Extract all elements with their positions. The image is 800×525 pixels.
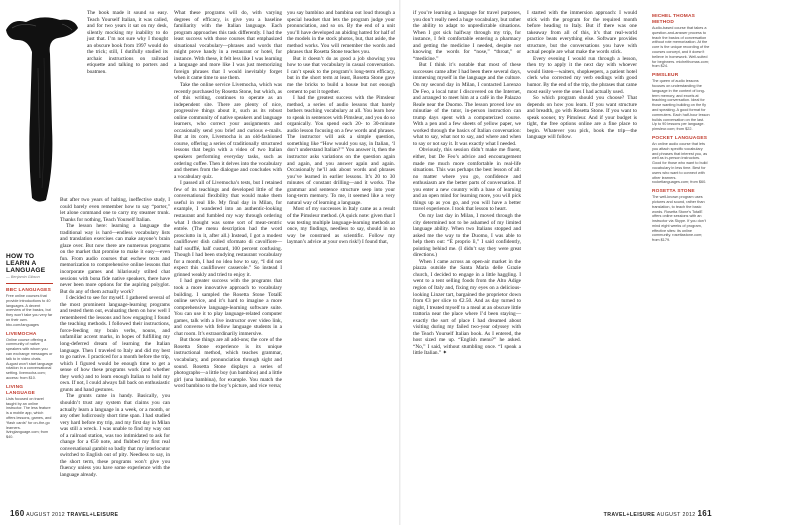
- sidebar-section: [652, 73, 710, 132]
- sidebar-section-text: The well-known program uses pictures and sound, rather than translation, to teach the basic words. Rosetta Stone’s TotalE offers online sessions with an instructor via Skype. If you don’t mind eight weeks of program, effective sites: its online community. rosettastone.com; from $179.: [652, 195, 706, 243]
- article-paragraph: I had the greatest success with the Pimsleur method, a series of audio lessons that barely bothers teaching vocabulary at all. You learn how to speak in sentences with Pimsleur, and you do so organically. You spend each 20- to 30-minute audio lesson focusing on a few words and phrases. The instructor will ask a simple question, something like “How would you say, in Italian, ‘I don’t understand Italian?’” You answer it, then the instructor asks variations on the question again and again, and you answer again and again. Occasionally he’ll ask about words and phrases you’ve learned in earlier lessons. It’s 20 to 30 minutes of constant drilling—and it works. The grammar and sentence structure seep into your long-term memory. To me, it seemed like a very natural way of learning a language.: [287, 95, 395, 206]
- article-paragraph: I decided to see for myself. I gathered several of the most prominent language-learning programs and tested them out, evaluating them on how well I remembered the lessons and how engaging I found the teaching methods. I followed their instructions, force-feeding my brain verbs, nouns, and unfamiliar accent marks, in hopes of fulfilling my long-deferred dream of learning the Italian language. Then I traveled to Italy and did my best to go native. I practiced for a month before the trip, which I figured would be enough time to get a sense of how these programs work (and whether they work) and to learn enough Italian to hold my own. If not, I could always fall back on enthusiastic grunts and hand gestures.: [60, 295, 170, 393]
- publication-name: TRAVEL+LEISURE: [66, 512, 119, 518]
- article-paragraph: The grunts came in handy. Basically, you shouldn’t trust any system that claims you can actually learn a language in a week, or a month, or any other ludicrously short time span. I had studied very hard before my trip, and my first day in Milan was still a wreck. I was unable to find my way out of a railroad station, was too intimidated to ask for change for a €50 note, and flubbed my first real conversational gambit so badly that my interlocutor switched to English out of pity. Needless to say, in the short term, these programs won’t give you fluency unless you have some experience with the language already.: [60, 393, 170, 478]
- sidebar-section-heading: LIVEMOCHA: [6, 331, 37, 337]
- sidebar-section-heading: LIVING LANGUAGE: [6, 384, 36, 396]
- article-column-4: [413, 10, 521, 357]
- article-paragraph: The lesson here: learning a language the traditional way is hard—endless vocabulary lists and translation exercises can make anyone’s brain glaze over. But now there are numerous programs on the market that promise to make it easy—even fun. From audio courses that eschew texts and memorization to comprehensive online lessons that incorporate games and hilariously stilted chat sessions with bona fide native speakers, there have never been more options for the aspiring polyglot. But do any of them actually work?: [60, 223, 170, 295]
- sidebar-section-heading: PIMSLEUR: [652, 73, 679, 79]
- sidebar-section: [6, 385, 53, 440]
- sidebar-title: HOW TO LEARN A LANGUAGE: [6, 253, 46, 274]
- article-paragraph: Obviously, this session didn’t make me fluent, either, but De Feo’s advice and encouragement made me much more comfortable in real-life situations. This was perhaps the best lesson of all: no matter where you go, confidence and enthusiasm are the better parts of conversation. If you enter a new country with a base of learning and an open mind for learning more, you will pick things up as you go, and you will have a better travel experience. I took that lesson to heart.: [413, 147, 521, 213]
- sidebar-section-text: Free online courses that provide introductions to 40 languages. A decent overview of the basics, but they won’t take you very far on their own. bbc.com/languages: [6, 294, 53, 327]
- dropcap-t-illustration: [2, 8, 82, 208]
- sidebar-section: [6, 288, 53, 328]
- article-paragraph: The book made it sound so easy. Teach Yourself Italian, it was called, and for two years it sat on my desk, silently mocking my inability to do just that. I’m not sure why I thought an obscure book from 1997 would do the trick; still, I dutifully studied its archaic instructions on railroad etiquette and talking to porters and boatmen.: [87, 10, 168, 75]
- publication-name: TRAVEL+LEISURE: [603, 512, 656, 518]
- sidebar-section-heading: POCKET LANGUAGES: [652, 135, 708, 141]
- article-column-3: [287, 10, 395, 246]
- sidebar-divider: [6, 283, 53, 284]
- sidebar-section-text: An online audio course that lets you attach specific vocabulary and phrases that interest you, as well as in-person instructors. Good for those who want to build vocabulary in less time. Best for users who want to connect with other learners. rocketlanguages.com; from $60.: [652, 141, 708, 185]
- article-paragraph: Every evening I would run through a lesson, then try to apply it the next day with whoever would listen—waiters, shopkeepers, a patient hotel clerk who corrected my verb endings with good humor. By the end of the trip, the phrases that came most easily were the ones I had actually used.: [527, 55, 637, 95]
- page-number: 161: [697, 509, 712, 518]
- article-paragraph: But it doesn’t do as good a job showing you how to use that vocabulary in casual conversation. I can’t speak to the program’s long-term efficacy, but in the short term at least, Rosetta Stone gave me the bricks to build a house but not enough cement to put it together.: [287, 55, 395, 95]
- article-paragraph: But those things are all add-ons; the core of the Rosetta Stone experience is its unique instructional method, which teaches grammar, vocabulary, and pronunciation through sight and sound. Rosetta Stone displays a series of photographs—a little boy (un bambino) and a little girl (una bambina), for example. You match the word bambino to the boy’s picture, and vice versa;: [174, 337, 282, 390]
- article-paragraph: I had greater success with the programs that took a more innovative approach to vocabulary building. I sampled the Rosetta Stone TotalE online service, and it’s hard to imagine a more comprehensive language-learning software suite. You can use it to play language-related computer games, talk with a live instructor over video link, and converse with fellow language students in a chat room. It’s extraordinarily immersive.: [174, 278, 282, 337]
- sidebar-section-heading: ROSETTA STONE: [652, 189, 695, 195]
- article-paragraph: What these programs will do, with varying degrees of efficacy, is give you a baseline familiarity with the Italian language. Each program approaches this task differently. I had the least success with those courses that emphasized situational vocabulary—phrases and words that might prove handy in a restaurant or hotel, for instance. With these, it felt less like I was learning a language and more like I was just memorizing foreign phrases that I would inevitably forget when it came time to use them.: [174, 10, 282, 82]
- article-paragraph: But I think it’s notable that most of these successes came after I had been there several days, immersing myself in the language and the culture. On my second day in Milan, I contacted Lorenzo De Feo, a local tutor I discovered on the Internet, and arranged to meet him at a café in the Palazzo Reale near the Duomo. The lesson proved low on minutiae of the tutor, in-person instruction can trump days spent with a computerized course. With a pen and a few sheets of yellow paper, we worked through the basics of Italian conversation: what to say, what not to say, and where and when to say or not say it. It was exactly what I needed.: [413, 62, 521, 147]
- article-paragraph: But after two years of halting, ineffective study, I could barely even remember how to say “porter,” let alone command one to carry my steamer trunk. Thanks for nothing, Teach Yourself Italian.: [60, 197, 170, 223]
- article-paragraph: I started with the immersion approach: I would stick with the program for the required month before heading to Italy. But if there was one takeaway from all of this, it’s that real-world practice beats everything else. Software provides structure, but the conversations you have with actual people are what make the words stick.: [527, 10, 637, 56]
- article-paragraph: When I came across an open-air market in the piazza outside the Santa Maria delle Grazie church, I decided to engage in a little haggling. I went to a tent selling foods from the Alto Adige region of Italy and, fixing my eyes on a delicious-looking Linzer tart, bargained the proprietor down from €3 per slice to €2.50. And as day turned to night, I treated myself to a meal at an obscure little trattoria near the place where I’d been staying—exactly the sort of place I had dreamed about visiting during my failed two-year odyssey with the Teach Yourself Italian book. As I entered, the host sized me up. “English menu?” he asked. “No,” I said, without stumbling once. “I speak a little Italian.” ✦: [413, 258, 521, 357]
- sidebar-section: [6, 332, 53, 381]
- sidebar-programs: [652, 10, 710, 243]
- sidebar-section: [652, 136, 710, 185]
- article-paragraph: you say bambino and bambina out loud through a special headset that lets the program judge your pronunciation, and so on. By the end of a unit you’ll have developed an abiding hatred for half of the models in the stock photos, but, that aside, the method works. You will remember the words and phrases that Rosetta Stone teaches you.: [287, 10, 395, 56]
- article-paragraph: Take the online service Livemocha, which was recently purchased by Rosetta Stone, but which, as of this writing, continues to operate as an independent site. There are plenty of nice, progressive things about it, such as its robust online community of native speakers and language learners, who correct your assignments and occasionally send you brief and curious e-mails. But at its core, Livemocha is an old-fashioned course, offering a series of traditionally structured lessons that begin with a video of two Italian speakers performing everyday tasks, such as ordering coffee. Then it delves into the vocabulary and themes from the dialogue and concludes with a vocabulary quiz.: [174, 82, 282, 180]
- article-column-5: [527, 10, 637, 141]
- sidebar-section-text: Online course offering a community of native speakers with whom you can exchange messages or talk to in video chats. August won’t start language rotation in a conversational setting. livemocha.com; access: from $10.: [6, 337, 53, 380]
- sidebar-section-text: The queen of audio lessons focuses on understanding the language in the context of long-term memory, and excels at teaching conversation. Ideal for those wanting building on the fly and speaking. A good format for commuters. Each half-hour lesson builds conversation on the last. Up to 90 lessons per language. pimsleur.com; from $22.: [652, 79, 710, 132]
- article-paragraph: Most of my successes in Italy came as a result of the Pimsleur method. (A quick note: given that I was testing multiple language-learning methods at once, my findings, needless to say, should in no way be construed as scientific. Follow my layman’s advice at your own risk!) I found that,: [287, 206, 395, 246]
- sidebar-section: [652, 189, 710, 243]
- issue-date: AUGUST 2012: [26, 512, 66, 518]
- footer-right: [604, 509, 712, 518]
- sidebar-section-heading: BBC LANGUAGES: [6, 288, 51, 293]
- article-paragraph: So which program should you choose? That depends on how you learn. If you want structure and breadth, go with Rosetta Stone. If you want to speak sooner, try Pimsleur. And if your budget is tight, the free options online are a fine place to begin. Whatever you pick, book the trip—the language will follow.: [527, 95, 637, 141]
- sidebar-section-text: Lists focused on travel taught by an online instructor. The less feature is a mobile app, which offers lessons, games, and “flash cards” for on-the-go learners. livinglanguage.com; from $40.: [6, 396, 52, 440]
- page-number: 160: [10, 509, 25, 518]
- sidebar-section-text: Audio-based course that takes a question-and-answer process to teach the basics of conversation without rote memorization. At the core is the unique recording of the courses concept, and it doesn’t believe in homework. Well-suited for beginners. michelthomas.com; from $24.: [652, 26, 710, 69]
- sidebar-how-to-learn: [6, 253, 53, 440]
- article-column-1-top: [87, 10, 168, 75]
- sidebar-byline: — Benjamin Gibson: [6, 275, 40, 279]
- article-paragraph: I passed all of Livemocha’s tests, but I retained few of its teachings and developed little of the conversational flexibility that would make them useful in real life. My final day in Milan, for example, I wandered into an authentic-looking restaurant and fumbled my way through ordering what I thought was some sort of meat-centric entrée. (The menu description had the word prosciutto in it, after all.) Instead, I got a modest cauliflower dish called sformato di cavolfiore—half soufflé, half custard, 100 percent confusing. Though I had been studying restaurant vocabulary for a month, I had no idea how to say, “I did not expect this cauliflower casserole.” So instead I grinned weakly and tried to enjoy it.: [174, 180, 282, 278]
- article-paragraph: if you’re learning a language for travel purposes, you don’t really need a huge vocabulary, but rather the ability to adapt to unpredictable situations. When I got sick halfway through my trip, for instance, I felt comfortable entering a pharmacy and getting the medicine I needed, despite not knowing the words for “nose,” “throat,” or “medicine.”: [413, 10, 521, 62]
- footer-left: [10, 509, 118, 518]
- sidebar-section: [652, 14, 710, 69]
- article-paragraph: On my last day in Milan, I moved through the city determined not to be ashamed of my limited language ability. When two Italians stopped and asked me the way to the Duomo, I was able to help them out: “È proprio lì,” I said confidently, pointing behind me. (I didn’t say they were great directions.): [413, 212, 521, 259]
- sidebar-section-heading: MICHEL THOMAS METHOD: [652, 14, 696, 25]
- article-column-1: [60, 197, 170, 479]
- article-column-2: [174, 10, 282, 390]
- page-gutter: [399, 0, 401, 525]
- issue-date: AUGUST 2012: [656, 512, 696, 518]
